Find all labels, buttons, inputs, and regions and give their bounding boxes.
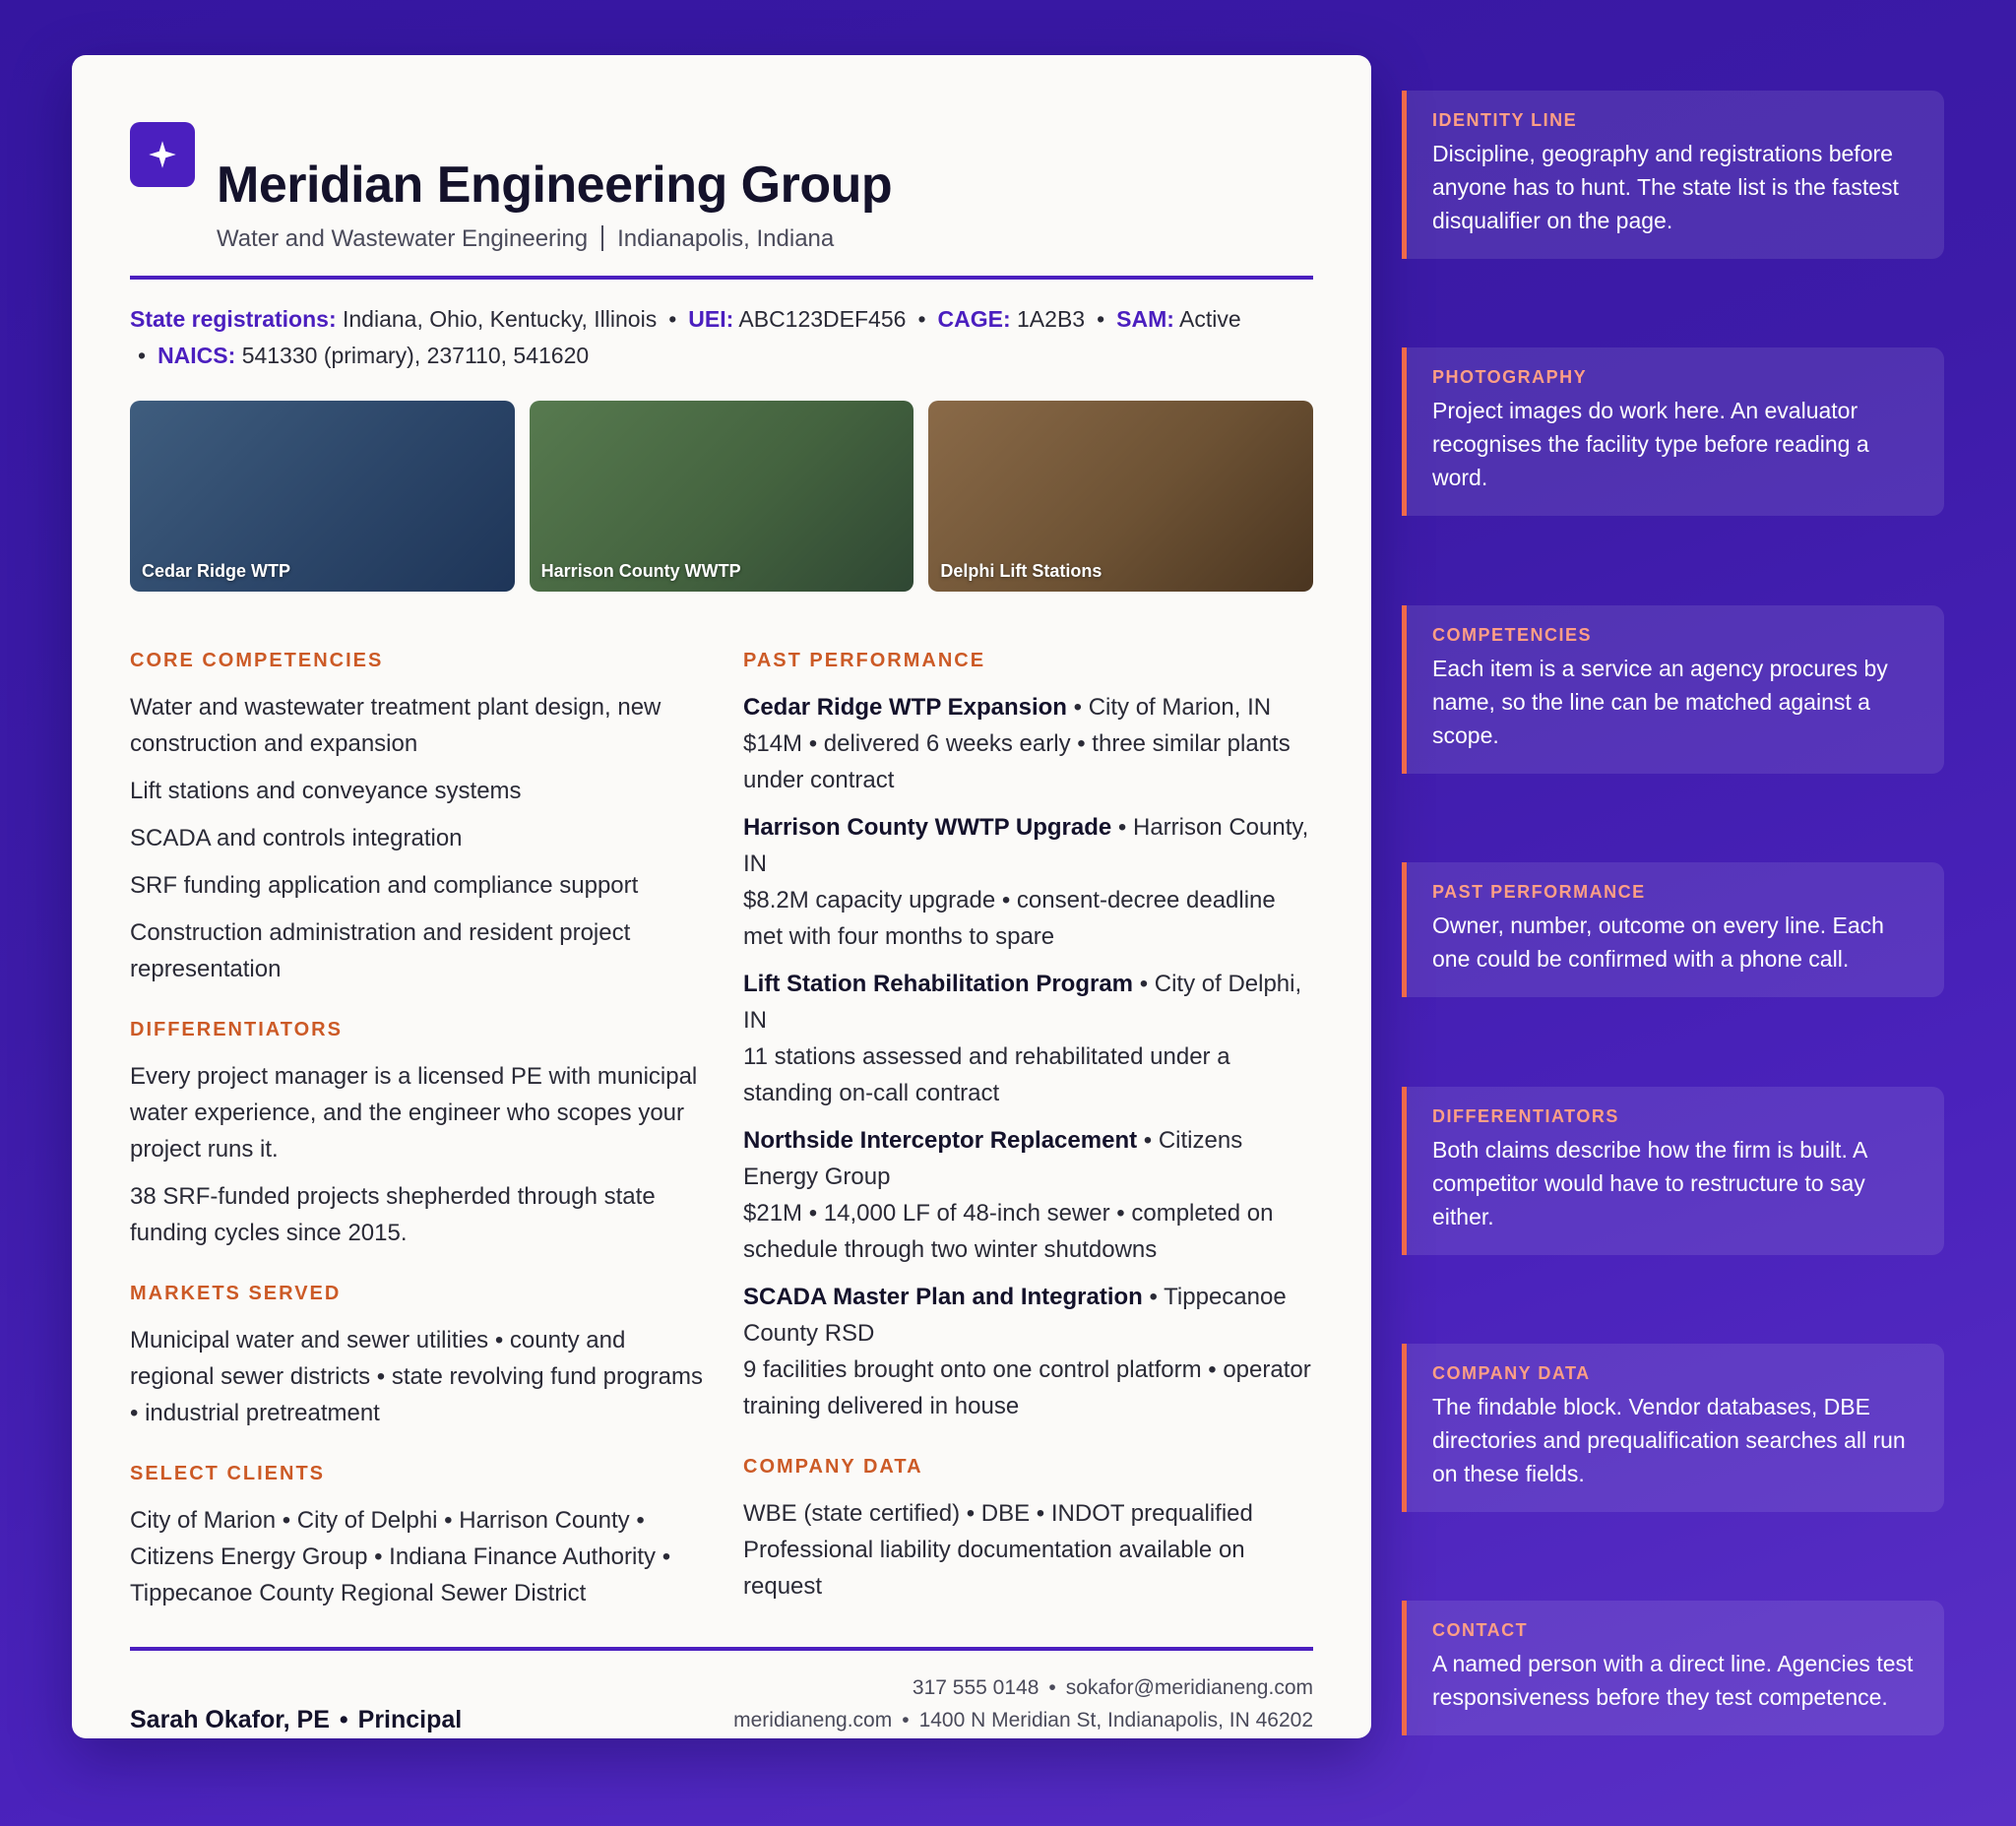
project-detail: $8.2M capacity upgrade • consent-decree deadline met with four months to spare: [743, 887, 1276, 950]
annotation-identity-line: [1402, 91, 1944, 259]
clients-section: [130, 1459, 711, 1611]
section-heading: MARKETS SERVED: [130, 1283, 342, 1304]
differentiator-item: Every project manager is a licensed PE with municipal water experience, and the engineer who scopes your project runs it.: [130, 1063, 698, 1163]
contact-phone[interactable]: 317 555 0148: [912, 1676, 1040, 1699]
annotation-text: Each item is a service an agency procures by name, so the line can be matched against a scope.: [1432, 656, 1888, 748]
section-heading: PAST PERFORMANCE: [743, 650, 986, 671]
project-detail: $21M • 14,000 LF of 48-inch sewer • completed on schedule through two winter shutdowns: [743, 1200, 1274, 1263]
annotation-differentiators: [1402, 1087, 1944, 1255]
state-registrations-label: State registrations:: [130, 306, 337, 332]
annotation-label: PHOTOGRAPHY: [1432, 367, 1588, 387]
annotation-label: CONTACT: [1432, 1620, 1529, 1640]
company-data-line: WBE (state certified) • DBE • INDOT prequalified: [743, 1500, 1253, 1527]
left-column: [130, 646, 711, 1639]
contact-role: Principal: [357, 1706, 463, 1733]
annotation-label: COMPANY DATA: [1432, 1363, 1591, 1383]
markets-text: Municipal water and sewer utilities • county and regional sewer districts • state revolving fund programs • industrial pretreatment: [130, 1327, 703, 1426]
project-title: Cedar Ridge WTP Expansion: [743, 694, 1067, 721]
photo-caption: Delphi Lift Stations: [940, 561, 1102, 581]
firm-discipline: Water and Wastewater Engineering: [217, 225, 589, 252]
project-owner: • Citizens Energy Group: [743, 1127, 1243, 1190]
card-content: [130, 55, 1313, 1738]
company-data-line: Professional liability documentation available on request: [743, 1537, 1245, 1600]
subtitle-divider: [601, 225, 603, 251]
separator-dot: •: [339, 1706, 348, 1733]
core-competencies-section: [130, 646, 711, 987]
photo-caption: Cedar Ridge WTP: [142, 561, 291, 581]
annotation-contact: [1402, 1601, 1944, 1735]
project-entry: [743, 809, 1313, 955]
contact-name: Sarah Okafor, PE: [130, 1706, 330, 1733]
project-detail: $14M • delivered 6 weeks early • three similar plants under contract: [743, 730, 1291, 793]
contact-line-1: [733, 1671, 1313, 1704]
annotation-text: A named person with a direct line. Agencies test responsiveness before they test competence.: [1432, 1651, 1914, 1710]
separator-dot: •: [917, 306, 926, 332]
sam-value: Active: [1179, 306, 1241, 332]
project-photo: [928, 401, 1313, 592]
project-title: Northside Interceptor Replacement: [743, 1127, 1138, 1154]
separator-dot: •: [1048, 1676, 1056, 1699]
contact-line-2: [733, 1704, 1313, 1736]
uei-value: ABC123DEF456: [738, 306, 907, 332]
section-heading: COMPANY DATA: [743, 1456, 923, 1478]
markets-section: [130, 1279, 711, 1431]
section-heading: CORE COMPETENCIES: [130, 650, 384, 671]
project-owner: • City of Marion, IN: [1073, 694, 1272, 721]
project-entry: [743, 1122, 1313, 1268]
cage-value: 1A2B3: [1017, 306, 1086, 332]
annotation-text: Owner, number, outcome on every line. Each one could be confirmed with a phone call.: [1432, 913, 1884, 972]
section-heading: SELECT CLIENTS: [130, 1463, 326, 1484]
separator-dot: •: [138, 343, 147, 368]
project-title: Harrison County WWTP Upgrade: [743, 814, 1112, 841]
annotation-company-data: [1402, 1344, 1944, 1512]
firm-name: Meridian Engineering Group: [217, 157, 893, 214]
project-photos: [130, 401, 1313, 592]
annotation-past-performance: [1402, 862, 1944, 997]
section-heading: DIFFERENTIATORS: [130, 1019, 343, 1040]
competency-item: Construction administration and resident project representation: [130, 919, 631, 982]
project-detail: 9 facilities brought onto one control platform • operator training delivered in house: [743, 1356, 1311, 1419]
clients-text: City of Marion • City of Delphi • Harrison County • Citizens Energy Group • Indiana Finance Authority • Tippecanoe County Regional Sewer District: [130, 1507, 671, 1606]
separator-dot: •: [668, 306, 677, 332]
contact-email[interactable]: sokafor@meridianeng.com: [1065, 1676, 1313, 1699]
project-entry: [743, 1279, 1313, 1424]
cage-label: CAGE:: [937, 306, 1011, 332]
past-performance-section: [743, 646, 1313, 1424]
naics-value: 541330 (primary), 237110, 541620: [241, 343, 590, 368]
header-divider: [130, 276, 1313, 280]
project-title: SCADA Master Plan and Integration: [743, 1284, 1143, 1310]
uei-label: UEI:: [688, 306, 734, 332]
competency-item: Water and wastewater treatment plant design, new construction and expansion: [130, 694, 662, 757]
project-entry: [743, 689, 1313, 798]
footer-divider: [130, 1647, 1313, 1651]
separator-dot: •: [1097, 306, 1105, 332]
contact-person: [130, 1706, 462, 1734]
annotation-text: The findable block. Vendor databases, DBE directories and prequalification searches all run on these fields.: [1432, 1394, 1906, 1486]
project-title: Lift Station Rehabilitation Program: [743, 971, 1134, 997]
project-owner: • City of Delphi, IN: [743, 971, 1302, 1034]
annotation-text: Both claims describe how the firm is built. A competitor would have to restructure to say either.: [1432, 1137, 1867, 1229]
annotation-text: Project images do work here. An evaluator recognises the facility type before reading a word.: [1432, 398, 1869, 490]
annotation-photography: [1402, 347, 1944, 516]
registrations-line: [130, 301, 1313, 374]
annotation-label: PAST PERFORMANCE: [1432, 882, 1646, 902]
firm-location: Indianapolis, Indiana: [617, 225, 835, 252]
project-entry: [743, 966, 1313, 1111]
project-owner: • Harrison County, IN: [743, 814, 1309, 877]
separator-dot: •: [902, 1709, 910, 1732]
annotation-label: DIFFERENTIATORS: [1432, 1106, 1619, 1126]
naics-label: NAICS:: [158, 343, 236, 368]
annotation-label: COMPETENCIES: [1432, 625, 1593, 645]
project-photo: [130, 401, 515, 592]
contact-details: [733, 1671, 1313, 1736]
sam-label: SAM:: [1116, 306, 1174, 332]
sparkle-icon: [148, 140, 177, 169]
project-photo: [530, 401, 914, 592]
contact-website[interactable]: meridianeng.com: [733, 1709, 893, 1732]
right-column: [743, 646, 1313, 1632]
project-owner: • Tippecanoe County RSD: [743, 1284, 1287, 1347]
project-detail: 11 stations assessed and rehabilitated under a standing on-call contract: [743, 1043, 1230, 1106]
differentiator-item: 38 SRF-funded projects shepherded through state funding cycles since 2015.: [130, 1183, 656, 1246]
state-registrations-value: Indiana, Ohio, Kentucky, Illinois: [343, 306, 658, 332]
annotation-competencies: [1402, 605, 1944, 774]
firm-logo: [130, 122, 195, 187]
differentiators-section: [130, 1015, 711, 1251]
firm-subtitle: [217, 222, 834, 256]
company-data-section: [743, 1452, 1313, 1605]
contact-address: 1400 N Meridian St, Indianapolis, IN 46202: [918, 1709, 1313, 1732]
annotation-label: IDENTITY LINE: [1432, 110, 1578, 130]
capability-statement-card: [72, 55, 1371, 1738]
competency-item: SRF funding application and compliance support: [130, 872, 639, 899]
photo-caption: Harrison County WWTP: [540, 561, 741, 581]
competency-item: Lift stations and conveyance systems: [130, 778, 522, 804]
annotation-text: Discipline, geography and registrations before anyone has to hunt. The state list is the fastest disqualifier on the page.: [1432, 141, 1899, 233]
competency-item: SCADA and controls integration: [130, 825, 463, 851]
